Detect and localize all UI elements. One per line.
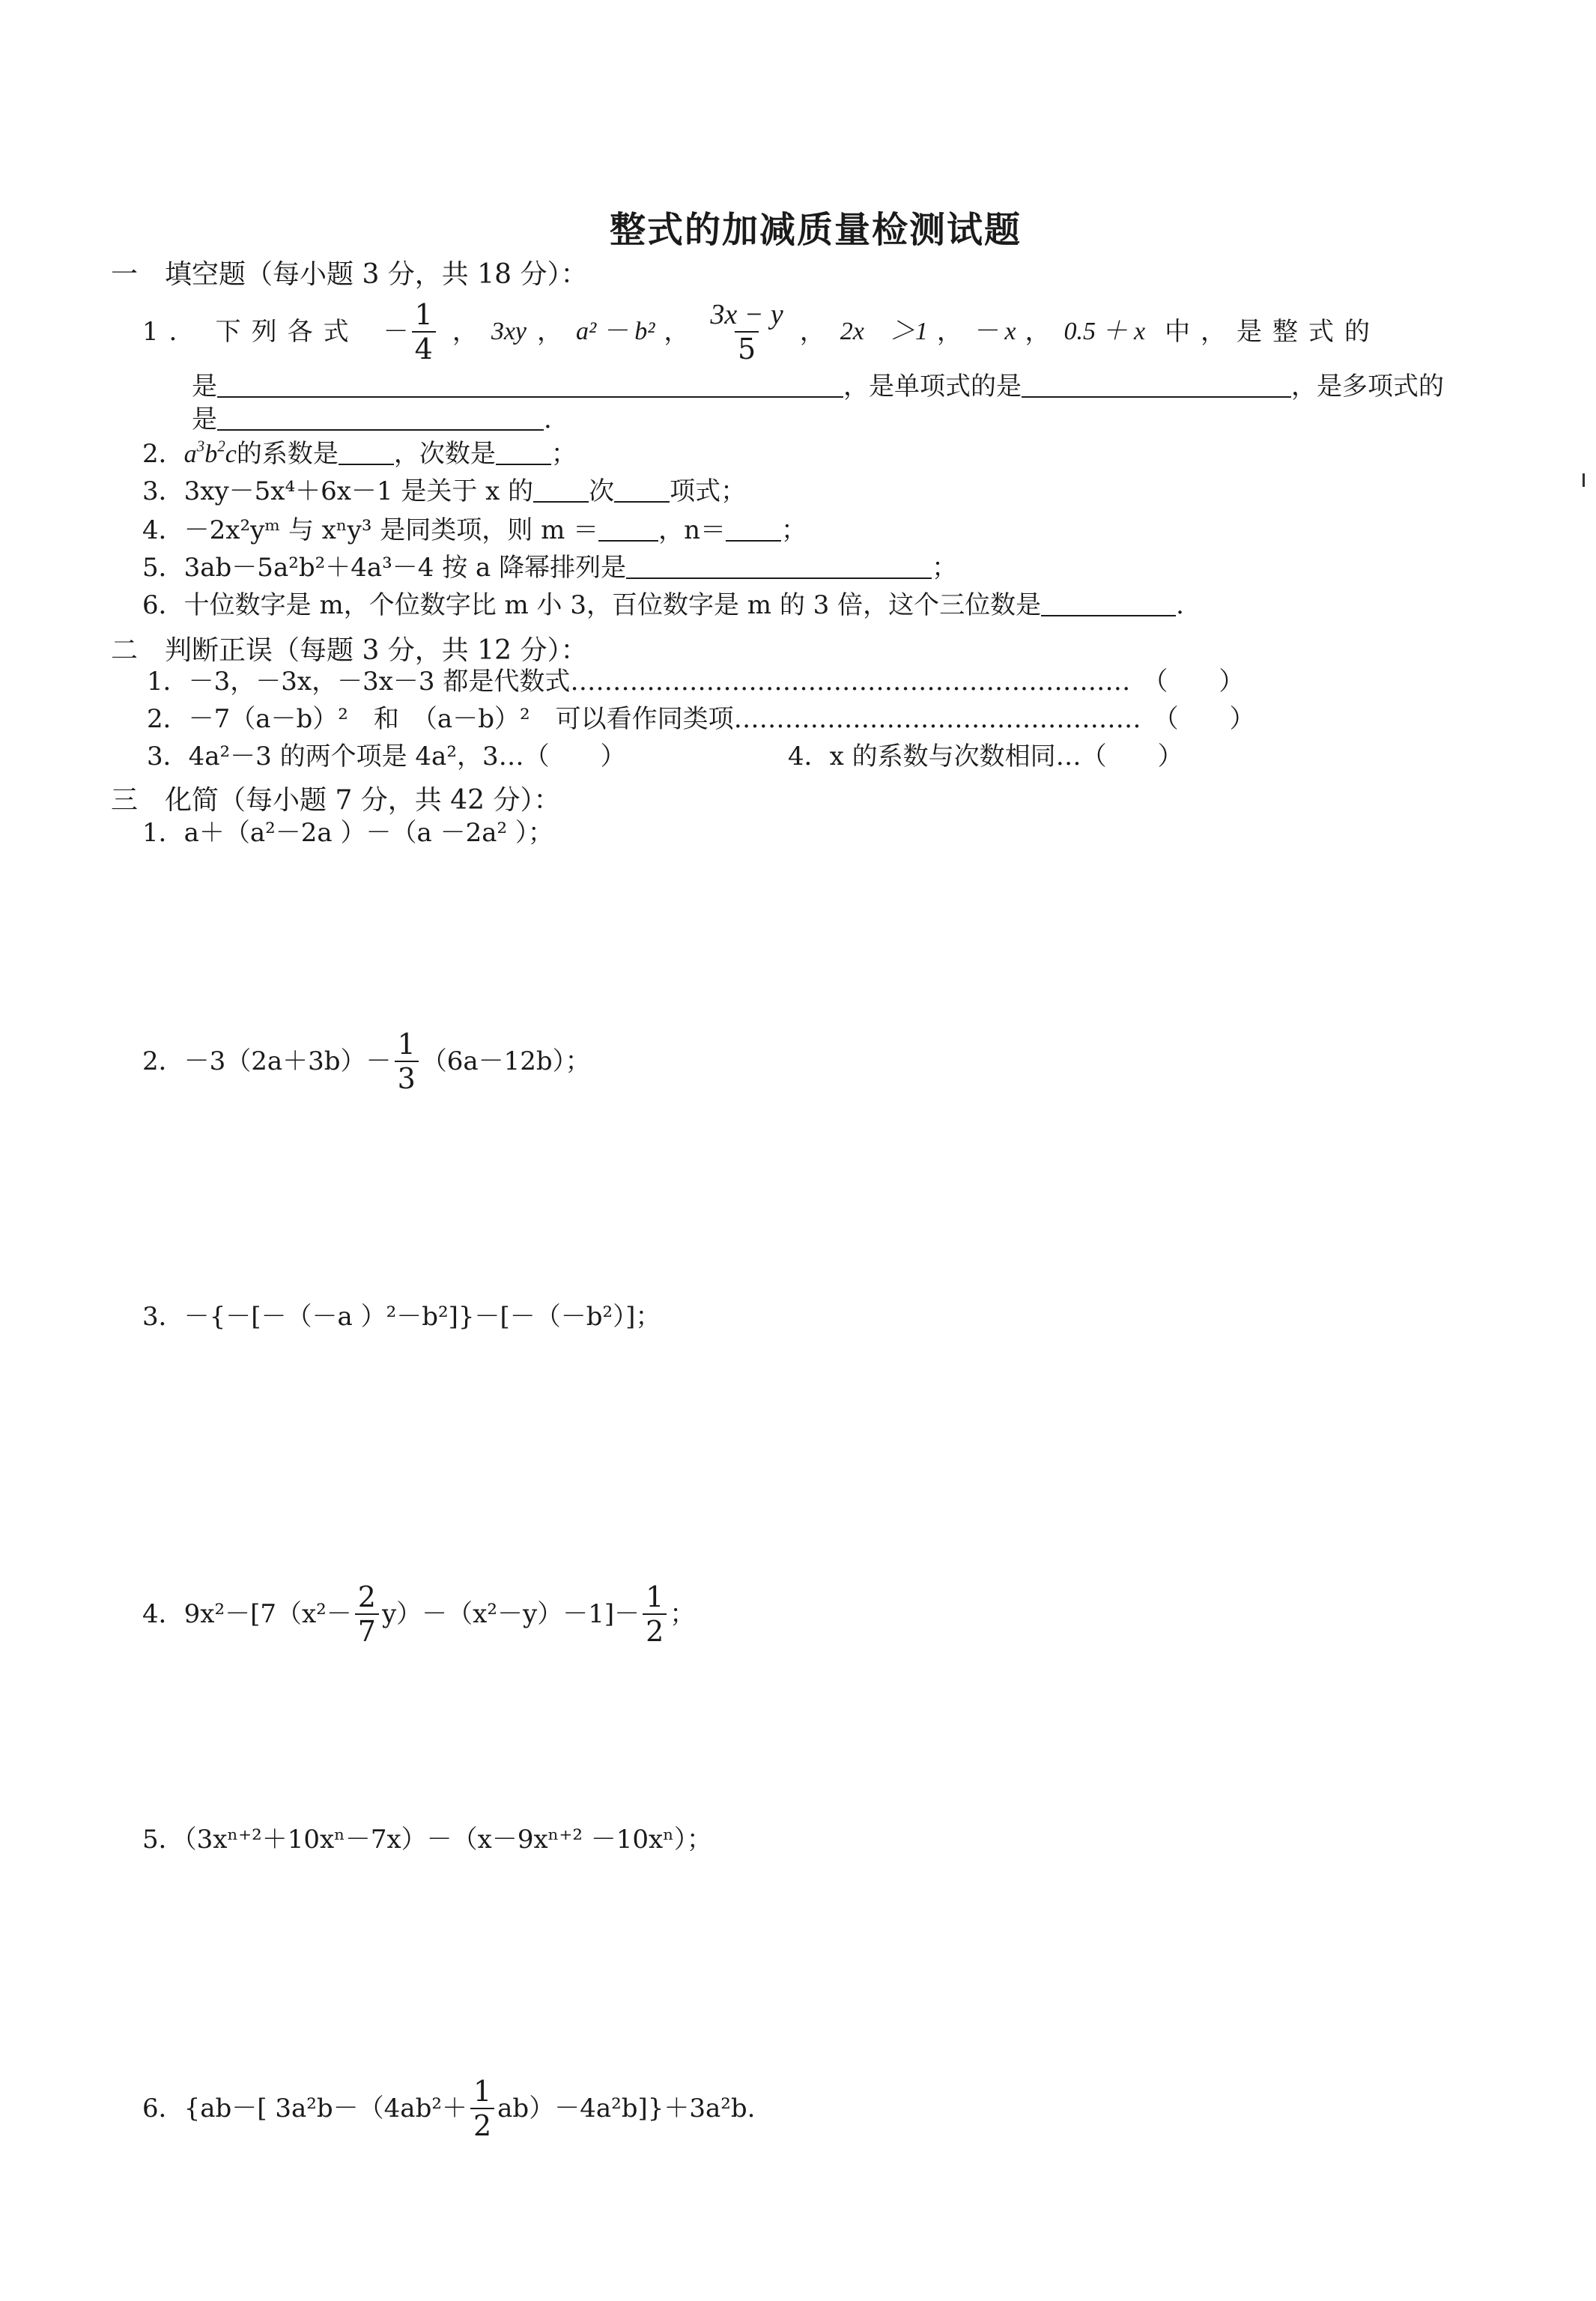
frac-den: 5 — [735, 331, 759, 364]
page-title: 整式的加减质量检测试题 — [610, 209, 1022, 251]
text: ，是多项式的 — [1291, 372, 1444, 401]
text: ； — [670, 1599, 696, 1629]
text: ab）－4a²b]}＋3a²b. — [497, 2094, 756, 2123]
answer-blank-three-digit-number[interactable] — [1041, 592, 1176, 616]
text: －2x²yᵐ 与 xⁿy³ 是同类项，则 m ＝ — [183, 515, 599, 545]
text: （6a－12b）； — [421, 1046, 591, 1076]
simplify-2 — [142, 1020, 591, 1103]
question-1-2 — [192, 372, 1444, 401]
section-1-heading: 一 填空题（每小题 3 分，共 18 分）： — [111, 259, 588, 290]
fraction-one-quarter — [412, 300, 436, 364]
answer-blank-degree-count[interactable] — [533, 479, 589, 503]
scan-mark — [1583, 473, 1585, 487]
text: 是 — [192, 372, 217, 401]
simplify-3: 3．－{－[－（－a ）²－b²]}－[－（－b²）]； — [142, 1302, 661, 1332]
judge-3[interactable]: 3．4a²－3 的两个项是 4a²，3…（ ） — [147, 742, 626, 771]
text: 2．－3（2a＋3b）－ — [142, 1046, 392, 1076]
frac-den: 3 — [395, 1061, 419, 1094]
text: ，n＝ — [658, 515, 726, 545]
frac-den: 2 — [643, 1613, 667, 1646]
question-1-3 — [192, 404, 552, 434]
expr-a2-b2: a² － b² — [576, 318, 655, 345]
expr-2x-gt-1: 2x ＞1 — [840, 318, 928, 345]
answer-blank-monomial[interactable] — [1022, 374, 1291, 398]
question-1-1: 1． 下列各式 － $\frac{1}{4}$ ， 3xy ， a² － b² ， $\frac{3x - y}{5}$ ， 2x ＞1 ， － x ， 0.5 ＋ x 中，是整式的 — [142, 298, 1381, 366]
fraction-two-sevenths — [355, 1582, 379, 1646]
q-number: 5． — [142, 553, 184, 583]
text: ，次数是 — [393, 439, 496, 469]
text: 的系数是 — [236, 439, 339, 469]
answer-blank-term-count[interactable] — [614, 479, 670, 503]
judge-4[interactable]: 4．x 的系数与次数相同…（ ） — [788, 742, 1183, 771]
frac-num: 1 — [397, 1028, 416, 1061]
answer-blank-degree[interactable] — [496, 441, 551, 465]
question-2: 2．$a^3b^2c$的系数是 ，次数是 ； — [142, 437, 577, 469]
section-3-heading: 三 化简（每小题 7 分，共 42 分）： — [111, 785, 561, 816]
frac-den: 4 — [412, 331, 436, 364]
q-number: 2． — [142, 439, 184, 469]
frac-num: 3x − y — [710, 299, 783, 330]
answer-blank-descending-order[interactable] — [626, 555, 932, 579]
text: 2．－7（a－b）² 和 （a－b）² 可以看作同类项 — [147, 704, 734, 734]
section-2-heading: 二 判断正误（每题 3 分，共 12 分）： — [111, 635, 588, 666]
expr-sign: － — [383, 317, 409, 347]
q-lead: 下列各式 — [215, 317, 359, 347]
expr-05-plus-x: 0.5 ＋ x — [1064, 318, 1146, 345]
frac-num: 2 — [357, 1580, 376, 1613]
text: ，是单项式的是 — [843, 372, 1022, 401]
answer-blank-coefficient[interactable] — [339, 441, 394, 465]
question-3 — [142, 476, 746, 506]
frac-num: 1 — [646, 1580, 664, 1613]
fraction-one-half-b — [470, 2076, 494, 2141]
text: 十位数字是 m，个位数字比 m 小 3，百位数字是 m 的 3 倍，这个三位数是 — [183, 590, 1042, 620]
simplify-5: 5．（3xⁿ⁺²＋10xⁿ－7x）－（x－9xⁿ⁺² －10xⁿ）； — [142, 1825, 712, 1855]
text: 是 — [192, 404, 217, 434]
text: 6．{ab－[ 3a²b－（4ab²＋ — [142, 2094, 467, 2123]
simplify-4 — [142, 1573, 695, 1655]
text: 3xy－5x⁴＋6x－1 是关于 x 的 — [183, 476, 534, 506]
fraction-one-third — [395, 1029, 419, 1094]
text: . — [544, 404, 552, 434]
frac-num: 1 — [473, 2075, 492, 2108]
text: ； — [781, 515, 807, 545]
text: y）－（x²－y）－1]－ — [381, 1599, 640, 1629]
text: ； — [550, 439, 577, 469]
question-6 — [142, 590, 1184, 620]
text: 次 — [589, 476, 615, 506]
answer-paren-2[interactable]: （ ） — [1153, 704, 1255, 734]
expr-3xy: 3xy — [491, 318, 527, 345]
answer-blank-integral[interactable] — [217, 374, 843, 398]
text: 项式； — [670, 476, 747, 506]
q-number: 3． — [142, 476, 184, 506]
q-number: 6． — [142, 590, 184, 620]
simplify-1: 1．a＋（a²－2a ）－（a －2a² ）； — [142, 818, 553, 848]
judge-2: 2．－7（a－b）² 和 （a－b）² 可以看作同类项………………………………………… （ ） — [147, 704, 1255, 734]
question-5 — [142, 553, 957, 583]
simplify-6 — [142, 2067, 756, 2150]
frac-num: 1 — [414, 298, 433, 331]
expr-neg-x: － x — [972, 318, 1016, 345]
answer-paren-1[interactable]: （ ） — [1142, 667, 1245, 697]
question-4 — [142, 515, 807, 545]
answer-blank-m[interactable] — [598, 518, 658, 542]
q-tail: 中，是整式的 — [1165, 317, 1381, 347]
frac-den: 7 — [355, 1613, 379, 1646]
text: 4．9x²－[7（x²－ — [142, 1599, 352, 1629]
text: 3ab－5a²b²＋4a³－4 按 a 降幂排列是 — [183, 553, 627, 583]
answer-blank-polynomial[interactable] — [217, 407, 544, 431]
q-number: 4． — [142, 515, 184, 545]
text: . — [1176, 590, 1184, 620]
fraction-3x-y-over-5 — [707, 300, 786, 364]
judge-1: 1．－3，－3x，－3x－3 都是代数式………………………………………………………… （ ） — [147, 667, 1245, 697]
q-number: 1． — [142, 317, 205, 347]
frac-den: 2 — [470, 2108, 494, 2141]
answer-blank-n[interactable] — [726, 518, 781, 542]
text: 1．－3，－3x，－3x－3 都是代数式 — [147, 667, 571, 697]
text: ； — [932, 553, 958, 583]
fraction-one-half — [643, 1582, 667, 1646]
